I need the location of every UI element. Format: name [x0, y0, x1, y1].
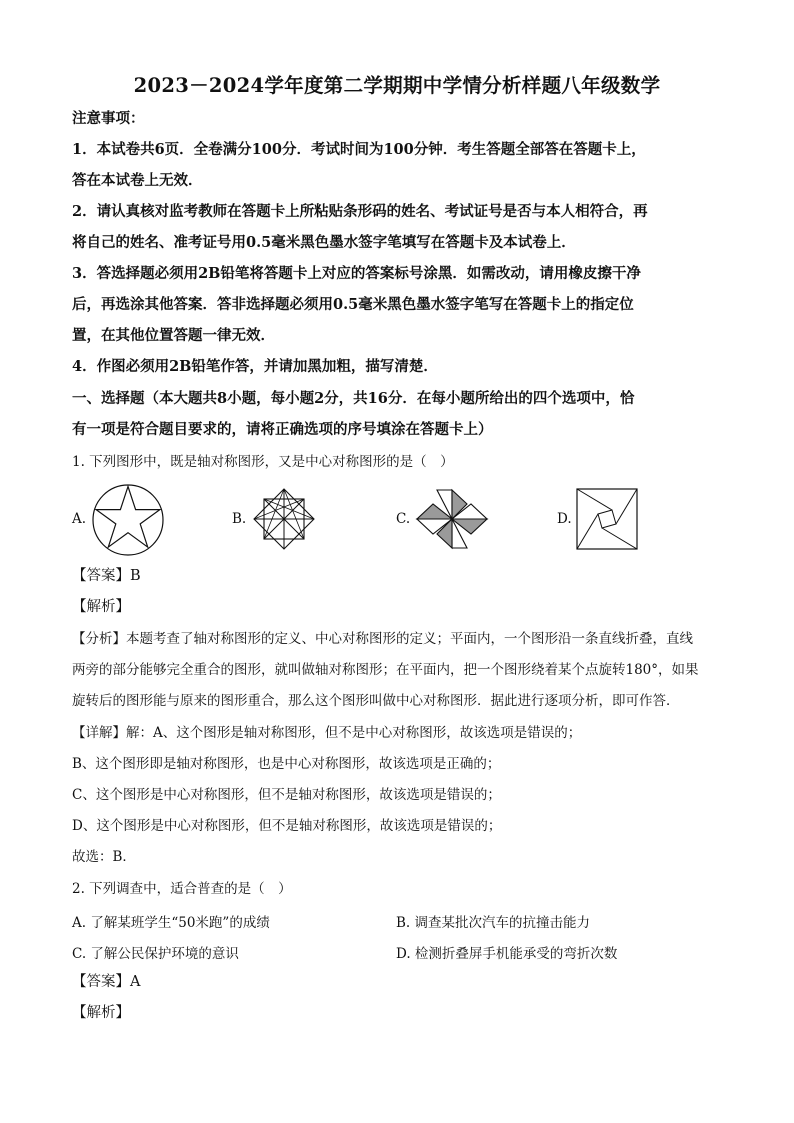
notice-heading: 注意事项： — [72, 110, 145, 127]
pinwheel-figure — [415, 488, 489, 550]
q2-option-b: B. 调查某批次汽车的抗撞击能力 — [396, 915, 591, 931]
notice-line: 将自己的姓名、准考证号用0.5毫米黑色墨水签字笔填写在答题卡及本试卷上． — [72, 234, 576, 251]
page-title: 2023－2024学年度第二学期期中学情分析样题八年级数学 — [133, 74, 661, 97]
section-heading: 一、选择题（本大题共8小题，每小题2分，共16分．在每小题所给出的四个选项中，恰 — [72, 390, 635, 407]
q1-fenxi-line: 两旁的部分能够完全重合的图形，就叫做轴对称图形；在平面内，把一个图形绕着某个点旋转180°，如果 — [72, 662, 699, 678]
notice-line: 答在本试卷上无效． — [72, 172, 203, 189]
q1-analysis: 【解析】 — [72, 599, 130, 615]
q2-option-d: D. 检测折叠屏手机能承受的弯折次数 — [396, 946, 618, 962]
section-heading-cont: 有一项是符合题目要求的，请将正确选项的序号填涂在答题卡上） — [72, 421, 493, 438]
q1-answer: 【答案】B — [72, 568, 141, 584]
option-a-label: A. — [72, 511, 87, 527]
notice-line: 2．请认真核对监考教师在答题卡上所粘贴条形码的姓名、考试证号是否与本人相符合，再 — [72, 203, 648, 220]
q1-detail-line: 故选：B． — [72, 849, 136, 865]
q2-answer: 【答案】A — [72, 974, 141, 990]
q1-detail-line: B、这个图形即是轴对称图形，也是中心对称图形，故该选项是正确的； — [72, 756, 501, 772]
notice-line: 3．答选择题必须用2B铅笔将答题卡上对应的答案标号涂黑．如需改动，请用橡皮擦干净 — [72, 265, 641, 282]
square-rotation-figure — [576, 488, 638, 550]
circle-star-figure — [91, 483, 165, 557]
notice-line: 置，在其他位置答题一律无效． — [72, 327, 275, 344]
notice-line: 1．本试卷共6页．全卷满分100分．考试时间为100分钟．考生答题全部答在答题卡上， — [72, 141, 646, 158]
q2-analysis: 【解析】 — [72, 1005, 130, 1021]
option-d-label: D. — [557, 511, 572, 527]
question-2-stem: 2. 下列调查中，适合普查的是（ ） — [72, 881, 292, 897]
q1-detail-line: C、这个图形是中心对称图形，但不是轴对称图形，故该选项是错误的； — [72, 787, 501, 803]
q1-detail-line: D、这个图形是中心对称图形，但不是轴对称图形，故该选项是错误的； — [72, 818, 502, 834]
q1-detail-line: 【详解】解：A、这个图形是轴对称图形，但不是中心对称图形，故该选项是错误的； — [72, 725, 582, 741]
q1-fenxi-line: 【分析】本题考查了轴对称图形的定义、中心对称图形的定义；平面内，一个图形沿一条直线折叠，直线 — [72, 631, 693, 647]
notice-line: 后，再选涂其他答案．答非选择题必须用0.5毫米黑色墨水签字笔写在答题卡上的指定位 — [72, 296, 634, 313]
q2-option-c: C. 了解公民保护环境的意识 — [72, 946, 239, 962]
octagram-figure — [252, 487, 316, 551]
question-1-stem: 1. 下列图形中，既是轴对称图形，又是中心对称图形的是（ ） — [72, 454, 454, 470]
option-c-label: C. — [396, 511, 411, 527]
q1-fenxi-line: 旋转后的图形能与原来的图形重合，那么这个图形叫做中心对称图形．据此进行逐项分析，即可作答． — [72, 693, 680, 709]
option-b-label: B. — [232, 511, 247, 527]
notice-line: 4．作图必须用2B铅笔作答，并请加黑加粗，描写清楚． — [72, 358, 438, 375]
q2-option-a: A. 了解某班学生“50米跑”的成绩 — [72, 915, 270, 931]
